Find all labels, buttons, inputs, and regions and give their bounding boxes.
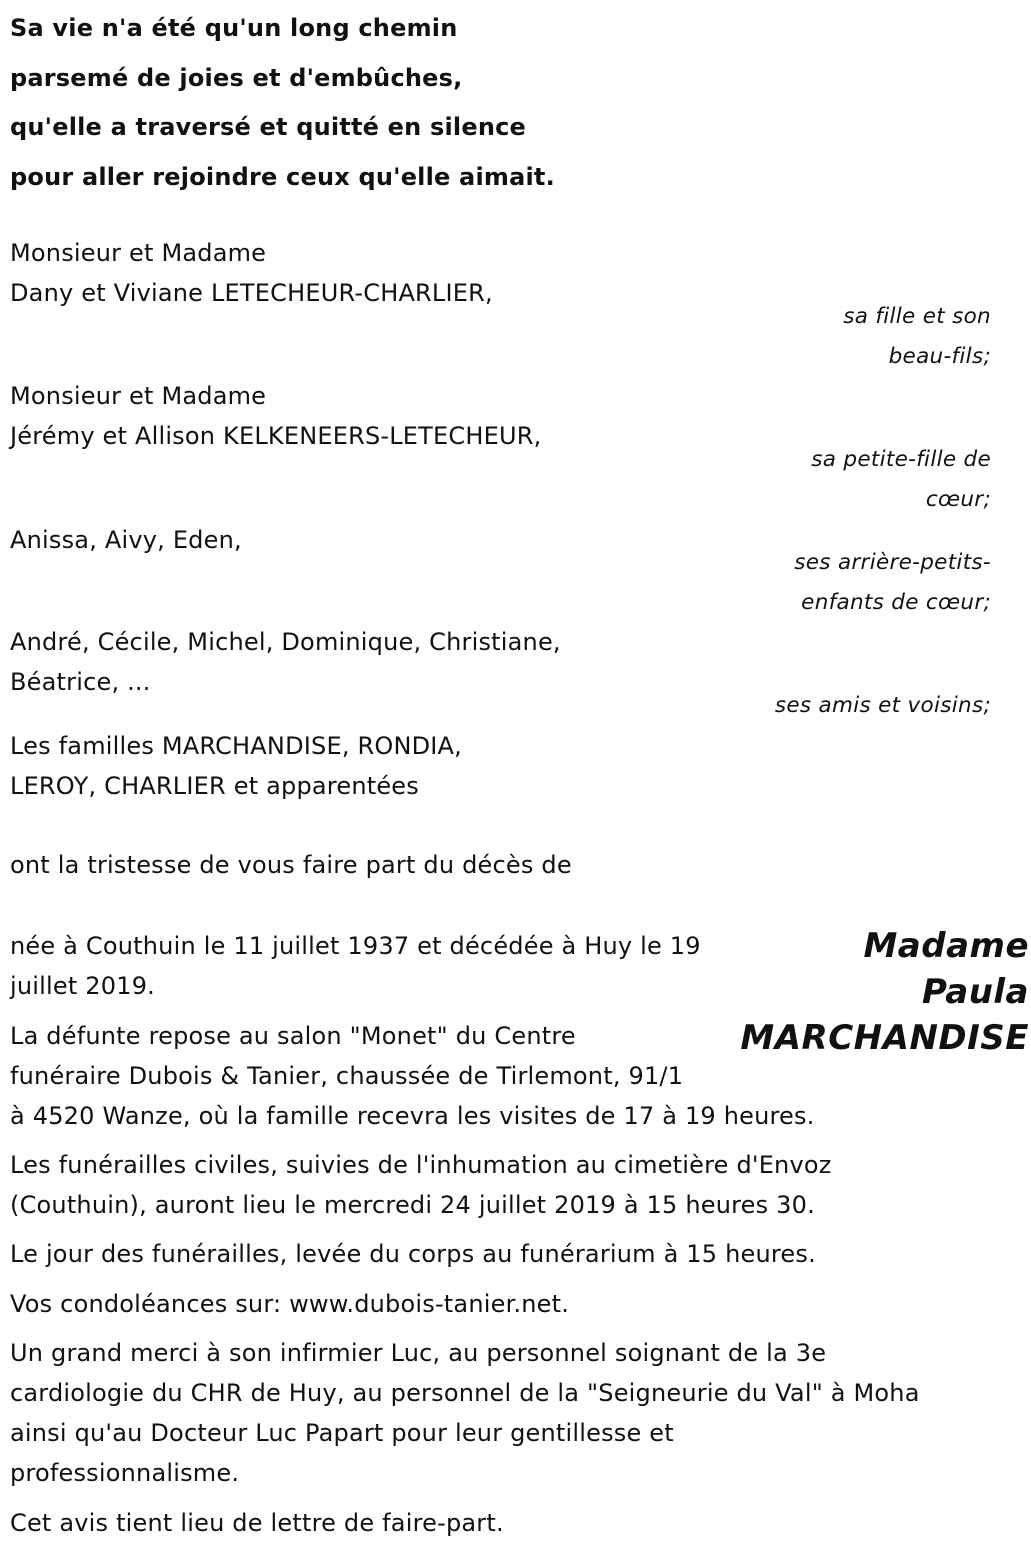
relation-line: enfants de cœur; (801, 590, 991, 615)
announcement (10, 845, 572, 885)
paragraph-line: ainsi qu'au Docteur Luc Papart pour leur gentillesse et (10, 1419, 674, 1447)
paragraph-line: professionnalisme. (10, 1459, 240, 1487)
relation-line: ses amis et voisins; (774, 693, 991, 718)
paragraph-line: La défunte repose au salon "Monet" du Centre (10, 1022, 576, 1050)
birth-death-paragraph (10, 926, 701, 1006)
opening-poem (10, 4, 555, 202)
paragraph-line: née à Couthuin le 11 juillet 1937 et décédée à Huy le 19 (10, 932, 701, 960)
paragraph-line: Vos condoléances sur: www.dubois-tanier.net. (10, 1290, 570, 1318)
relation-daughter (843, 297, 991, 377)
paragraph-line: cardiologie du CHR de Huy, au personnel de la "Seigneurie du Val" à Moha (10, 1379, 920, 1407)
poem-line: pour aller rejoindre ceux qu'elle aimait. (10, 162, 555, 191)
paragraph-line: (Couthuin), auront lieu le mercredi 24 juillet 2019 à 15 heures 30. (10, 1191, 815, 1219)
relation-line: cœur; (925, 487, 991, 512)
family-group-granddaughter (10, 376, 541, 456)
paragraph-line: funéraire Dubois & Tanier, chaussée de Tirlemont, 91/1 (10, 1062, 684, 1090)
relation-line: sa fille et son (843, 304, 991, 329)
announcement-line: ont la tristesse de vous faire part du décès de (10, 851, 572, 879)
deceased-title: Madame (863, 926, 1029, 966)
rest-location-paragraph (10, 1016, 815, 1136)
relation-line: sa petite-fille de (811, 447, 991, 472)
levee-paragraph (10, 1234, 816, 1274)
family-group-friends (10, 622, 561, 702)
family-line: Béatrice, ... (10, 668, 151, 696)
paragraph-line: juillet 2019. (10, 972, 155, 1000)
relation-granddaughter (811, 440, 991, 520)
relation-line: beau-fils; (888, 344, 991, 369)
family-line: Anissa, Aivy, Eden, (10, 526, 242, 554)
family-line: Monsieur et Madame (10, 382, 267, 410)
poem-line: qu'elle a traversé et quitté en silence (10, 113, 527, 141)
paragraph-line: Les funérailles civiles, suivies de l'inhumation au cimetière d'Envoz (10, 1151, 832, 1179)
poem-line: Sa vie n'a été qu'un long chemin (10, 14, 458, 42)
family-line: Monsieur et Madame (10, 239, 267, 267)
poem-line: parsemé de joies et d'embûches, (10, 63, 463, 92)
family-line: Dany et Viviane LETECHEUR-CHARLIER, (10, 279, 493, 307)
family-line: Jérémy et Allison KELKENEERS-LETECHEUR, (10, 422, 542, 450)
family-group-daughter (10, 233, 493, 313)
paragraph-line: à 4520 Wanze, où la famille recevra les visites de 17 à 19 heures. (10, 1102, 815, 1130)
relation-great-grandchildren (794, 543, 991, 623)
thanks-paragraph (10, 1333, 920, 1493)
condolences-paragraph (10, 1284, 569, 1324)
relation-friends (775, 686, 991, 726)
family-line: Les familles MARCHANDISE, RONDIA, (10, 732, 463, 760)
deceased-last-name: MARCHANDISE (740, 1018, 1029, 1058)
funeral-paragraph (10, 1145, 832, 1225)
paragraph-line: Un grand merci à son infirmier Luc, au personnel soignant de la 3e (10, 1339, 827, 1367)
family-group-great-grandchildren (10, 520, 242, 560)
family-line: André, Cécile, Michel, Dominique, Christiane, (10, 628, 561, 656)
paragraph-line: Cet avis tient lieu de lettre de faire-part. (10, 1509, 504, 1537)
paragraph-line: Le jour des funérailles, levée du corps au funérarium à 15 heures. (10, 1240, 816, 1268)
relation-line: ses arrière-petits- (794, 550, 991, 575)
deceased-first-name: Paula (922, 972, 1029, 1012)
family-line: LEROY, CHARLIER et apparentées (10, 772, 419, 800)
family-group-extended (10, 726, 462, 806)
closing-paragraph (10, 1503, 504, 1543)
